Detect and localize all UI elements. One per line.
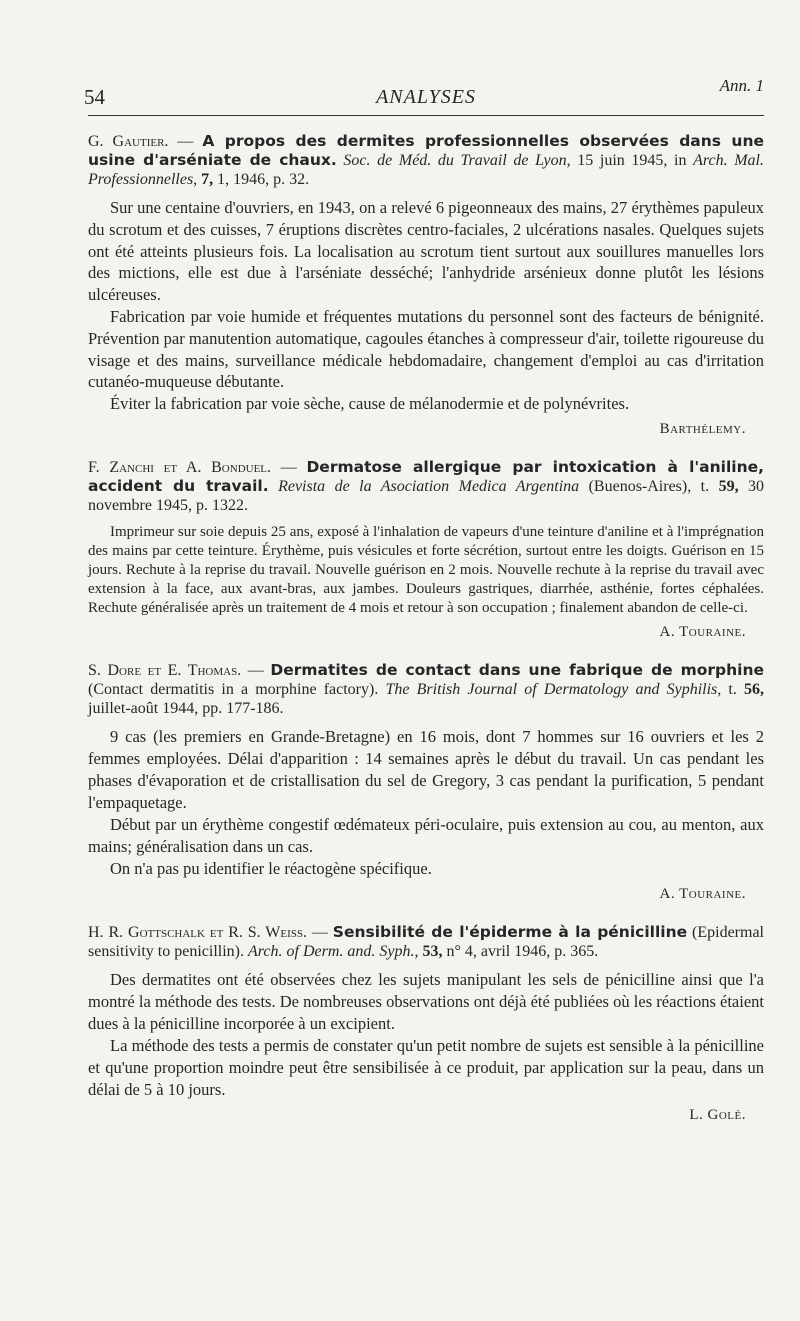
paragraph: Des dermatites ont été observées chez les sujets manipulant les sels de pénicilline ainsi que l'a montré la méthode des tests. De nombreuses observations ont déjà été publiées où les réactions étaient dues à la pénicilline incorporée à un excipient. xyxy=(88,969,764,1033)
ref-end: 1, 1946, p. 32. xyxy=(213,171,310,188)
journal-name: Arch. of Derm. and. Syph., xyxy=(247,942,419,960)
dash: — xyxy=(271,458,307,476)
ref-detail: (Buenos-Aires), t. xyxy=(579,477,719,495)
paragraph: La méthode des tests a permis de constater qu'un petit nombre de sujets est sensible à la pénicilline et qu'une proportion moindre peut être sensibilisée à ce produit, par application sur la peau, dans un délai de 5 à 10 jours. xyxy=(88,1035,764,1099)
paragraph: Fabrication par voie humide et fréquentes mutations du personnel sont des facteurs de bénignité. Prévention par manutention automatique, cagoules étanches à compresseur d'air, toilette rigoureuse du visage et des mains, surveillance médicale hebdomadaire, changement d'emploi au cas d'irritation cutanéo-muqueuse débutante. xyxy=(88,306,764,392)
reviewer-signature: A. Touraine. xyxy=(659,623,746,640)
article-authors: F. Zanchi et A. Bonduel. xyxy=(88,458,272,476)
article-citation xyxy=(88,661,764,718)
article-4 xyxy=(88,923,764,1124)
paragraph: Imprimeur sur soie depuis 25 ans, exposé à l'inhalation de vapeurs d'une teinture d'aniline et à l'imprégnation des mains par cette teinture. Érythème, puis vésicules et forte sécrétion, surtout entre les doigts. Guérison en 15 jours. Rechute à la reprise du travail. Nouvelle guérison en 2 mois. Nouvelle rechute à la reprise du travail avec extension à la face, aux avant-bras, aux jambes. Douleurs gastriques, diarrhée, asthénie, fortes céphalées. Rechute généralisée après un traitement de 4 mois et retour à son occupation ; finalement abandon de celle-ci. xyxy=(88,523,764,616)
dash: — xyxy=(307,923,333,941)
journal-name: Soc. de Méd. du Travail de Lyon, xyxy=(343,152,571,169)
journal-name: Revista de la Asociation Medica Argentina xyxy=(278,477,580,495)
article-authors: H. R. Gottschalk et R. S. Weiss. xyxy=(88,923,307,941)
ref-detail: t. xyxy=(721,680,745,698)
article-body xyxy=(88,969,764,1101)
volume: 56, xyxy=(744,680,765,698)
article-authors: G. Gautier. xyxy=(88,133,169,150)
paragraph: On n'a pas pu identifier le réactogène spécifique. xyxy=(110,858,432,878)
article-citation xyxy=(88,923,764,961)
article-3 xyxy=(88,661,764,903)
paragraph: Début par un érythème congestif œdémateux péri-oculaire, puis extension au cou, au menton, aux mains; généralisation dans un cas. xyxy=(88,814,764,856)
handwritten-annotation: Ann. 1 xyxy=(719,76,764,95)
article-authors: S. Dore et E. Thomas. xyxy=(88,661,242,679)
article-title: Dermatose allergique par intoxication à l'aniline, accident du travail. xyxy=(88,457,765,495)
paragraph: 9 cas (les premiers en Grande-Bretagne) en 16 mois, dont 7 hommes sur 16 ouvriers et les 2 femmes employées. Délai d'apparition : 14 semaines après le début du travail. Un cas pendant les phases d'évaporation et de cristallisation du sel de Gregory, 3 cas pendant la purification, 5 pendant l'empaquetage. xyxy=(88,726,764,812)
paragraph: Sur une centaine d'ouvriers, en 1943, on a relevé 6 pigeonneaux des mains, 27 érythèmes papuleux du scrotum et des cuisses, 7 éruptions discrètes centro-faciales, 2 ulcérations nasales. Quelques sujets ont été atteints plusieurs fois. La localisation au scrotum tient surtout aux souillures manuelles lors des mictions, elle est due à l'arséniate desséché; l'anhydride arsénieux donne plutôt les lésions ulcéreuses. xyxy=(88,198,764,305)
article-title: Dermatites de contact dans une fabrique de morphine xyxy=(270,660,764,679)
ref-pre: (Epidermal sensitivity to penicillin). xyxy=(88,923,765,960)
page-number: 54 xyxy=(84,85,105,109)
ref-detail: 15 juin 1945, in xyxy=(570,152,694,169)
volume: 7, xyxy=(201,171,214,188)
reviewer-signature: L. Golé. xyxy=(689,1106,746,1123)
article-2 xyxy=(88,458,764,641)
volume: 59, xyxy=(718,477,739,495)
article-body xyxy=(88,726,764,880)
ref-pre: (Contact dermatitis in a morphine factory). xyxy=(88,680,386,698)
ref-end: n° 4, avril 1946, p. 365. xyxy=(442,942,599,960)
article-title: A propos des dermites professionnelles observées dans une usine d'arséniate de chaux. xyxy=(88,132,764,169)
reviewer-signature: A. Touraine. xyxy=(659,885,746,902)
page xyxy=(84,0,765,1138)
dash: — xyxy=(241,661,271,679)
article-citation xyxy=(88,458,764,515)
paragraph: Éviter la fabrication par voie sèche, cause de mélanodermie et de polynévrites. xyxy=(110,394,630,414)
article-citation xyxy=(88,132,764,189)
header-rule xyxy=(88,115,764,116)
volume: 53, xyxy=(422,942,443,960)
reviewer-signature: Barthélemy. xyxy=(659,420,746,437)
journal-name: The British Journal of Dermatology and Syphilis, xyxy=(385,680,722,698)
dash: — xyxy=(168,133,203,150)
article-1 xyxy=(88,132,764,438)
ref-end: 30 novembre 1945, p. 1322. xyxy=(88,477,765,514)
ref-end: juillet-août 1944, pp. 177-186. xyxy=(88,699,284,717)
article-body xyxy=(88,197,764,415)
article-title: Sensibilité de l'épiderme à la pénicilline xyxy=(332,922,688,941)
running-title: ANALYSES xyxy=(376,86,476,108)
page-header xyxy=(84,0,764,118)
article-body xyxy=(88,523,764,618)
journal-name-2: Arch. Mal. Professionnelles, xyxy=(88,152,764,188)
